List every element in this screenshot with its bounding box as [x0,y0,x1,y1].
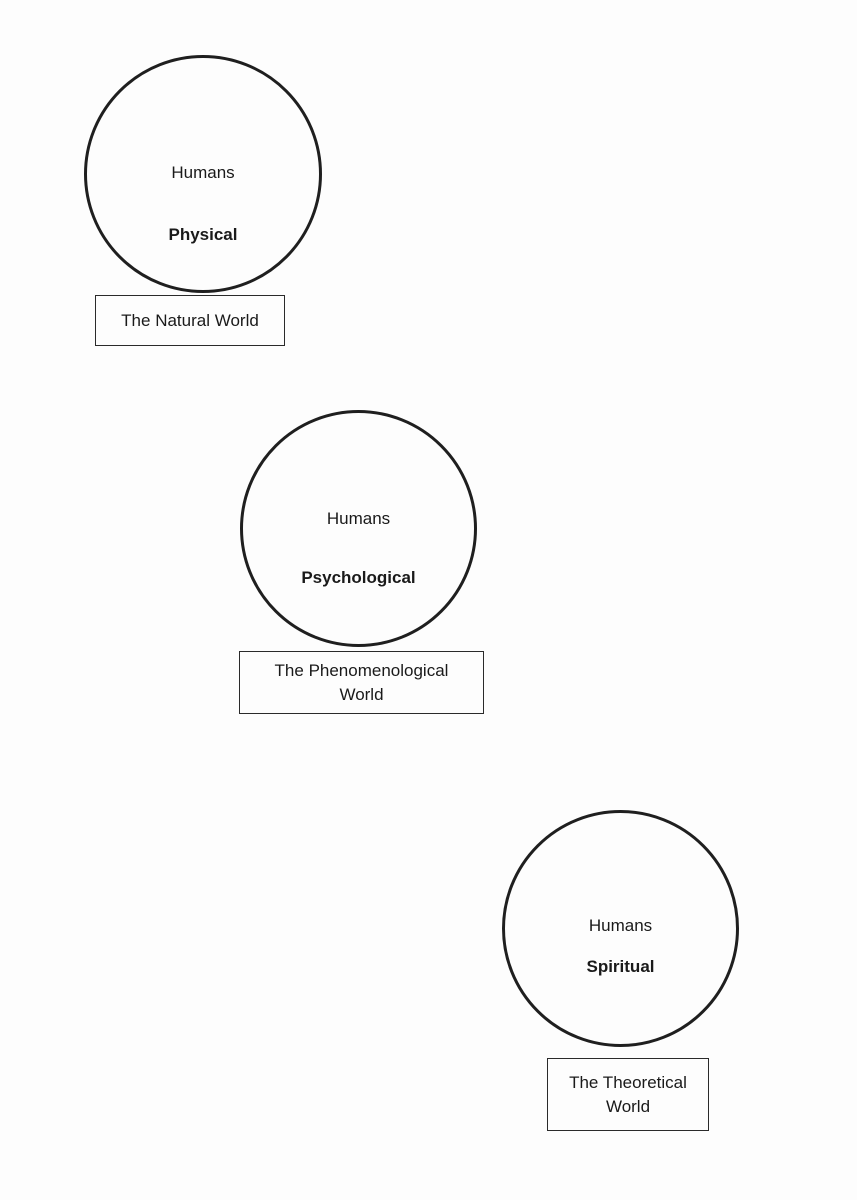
box-phenomenological-world-label-line2: World [339,684,384,704]
box-theoretical-world [547,1058,709,1131]
box-phenomenological-world-label-line1: The Phenomenological [274,660,449,680]
circle-spiritual-label: Spiritual [586,957,655,976]
box-natural-world-label: The Natural World [121,310,259,330]
circle-spiritual [502,810,739,1047]
circle-physical [84,55,322,293]
box-natural-world [95,295,285,346]
box-phenomenological-world [239,651,484,714]
circle-humans-label: Humans [171,163,235,182]
circle-humans-label: Humans [588,916,653,935]
circle-physical-label: Physical [168,225,238,244]
circle-psychological [240,410,477,647]
box-theoretical-world-label-line1: The Theoretical [569,1072,687,1092]
circle-humans-label: Humans [326,509,391,528]
box-theoretical-world-label-line2: World [605,1096,651,1116]
circle-psychological-label: Psychological [301,568,416,587]
